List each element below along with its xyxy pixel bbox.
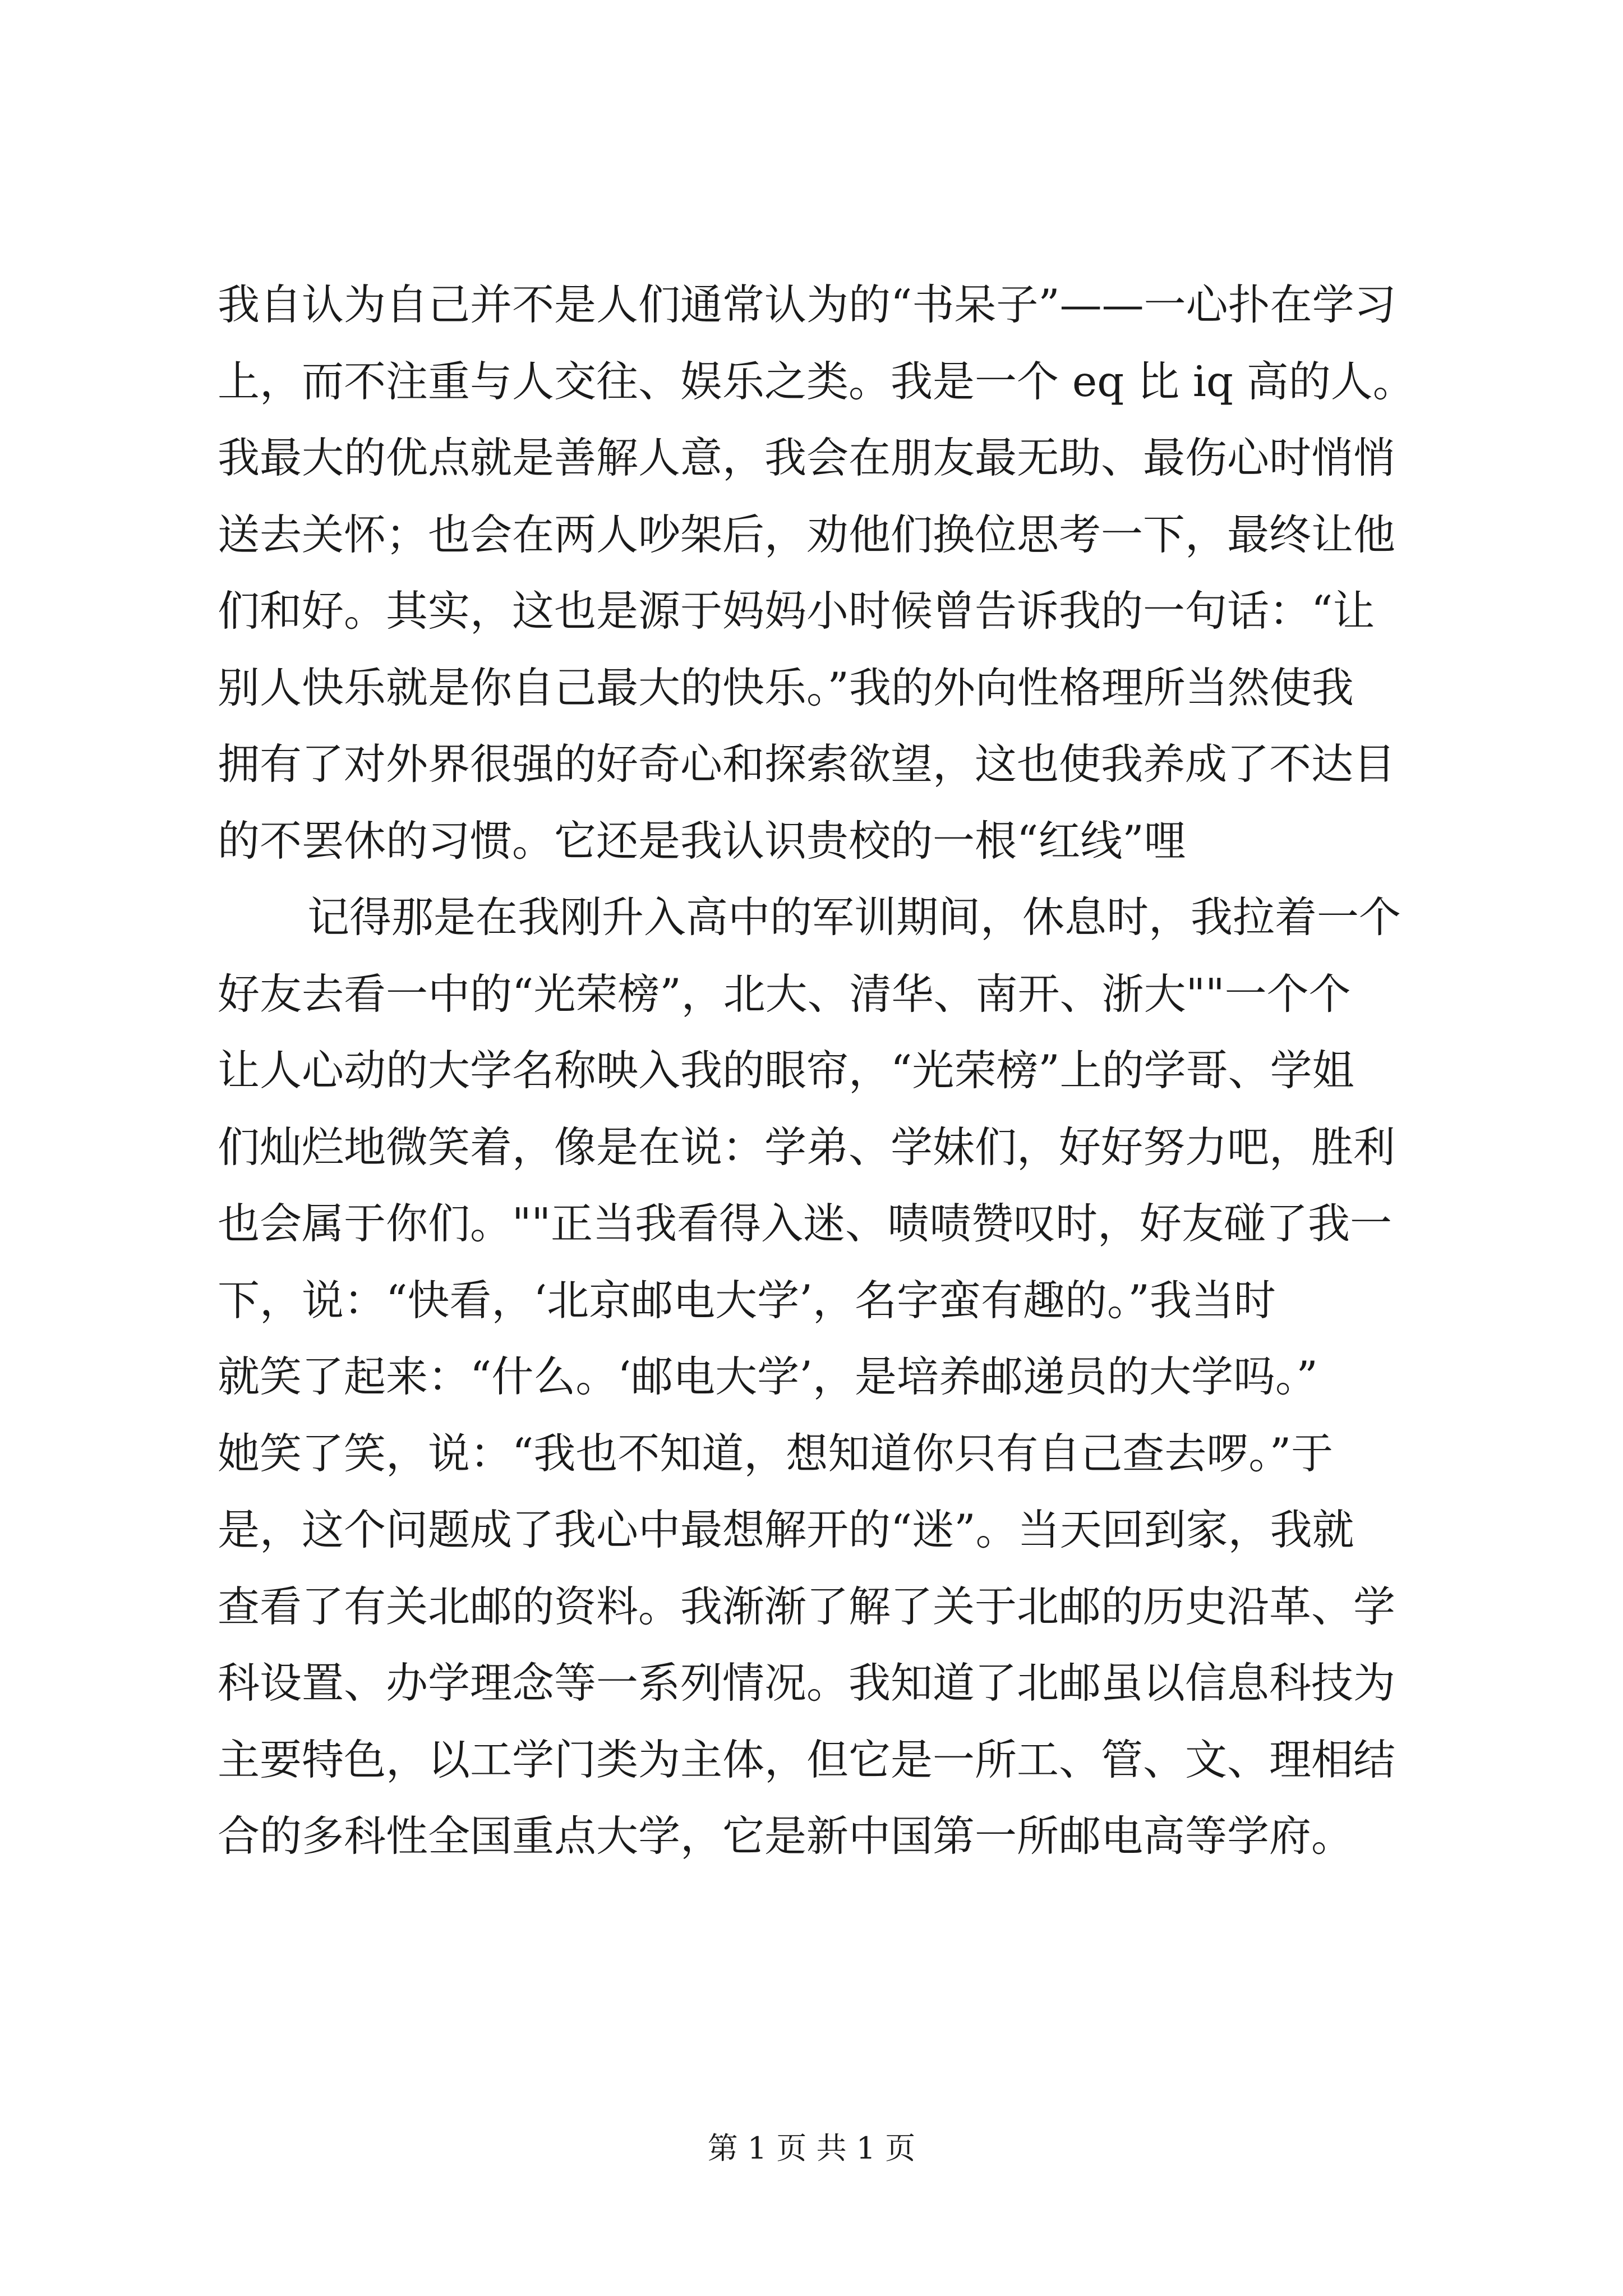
text-line: 让人心动的大学名称映入我的眼帘，“光荣榜”上的学哥、学姐 <box>218 1046 1354 1095</box>
document-body <box>218 266 1418 1875</box>
text-line: 上，而不注重与人交往、娱乐之类。我是一个 eq 比 iq 高的人。 <box>218 356 1415 406</box>
text-line: 合的多科性全国重点大学，它是新中国第一所邮电高等学府。 <box>218 1811 1354 1861</box>
text-line: 送去关怀；也会在两人吵架后，劝他们换位思考一下，最终让他 <box>218 509 1396 559</box>
text-line: 下，说：“快看，‘北京邮电大学’，名字蛮有趣的。”我当时 <box>218 1275 1276 1325</box>
text-line: 好友去看一中的“光荣榜”，北大、清华、南开、浙大""一个个 <box>218 969 1351 1019</box>
text-line: 查看了有关北邮的资料。我渐渐了解了关于北邮的历史沿革、学 <box>218 1581 1396 1631</box>
text-line: 我自认为自己并不是人们通常认为的“书呆子”——一心扑在学习 <box>218 280 1396 329</box>
text-line: 就笑了起来：“什么。‘邮电大学’，是培养邮递员的大学吗。” <box>218 1352 1318 1401</box>
text-line: 拥有了对外界很强的好奇心和探索欲望，这也使我养成了不达目 <box>218 739 1396 789</box>
text-line: 主要特色，以工学门类为主体，但它是一所工、管、文、理相结 <box>218 1734 1396 1784</box>
text-line: 也会属于你们。""正当我看得入迷、啧啧赞叹时，好友碰了我一 <box>218 1199 1392 1248</box>
text-line: 是，这个问题成了我心中最想解开的“迷”。当天回到家，我就 <box>218 1505 1354 1554</box>
text-line: 们灿烂地微笑着，像是在说：学弟、学妹们，好好努力吧，胜利 <box>218 1122 1396 1172</box>
text-line: 别人快乐就是你自己最大的快乐。”我的外向性格理所当然使我 <box>218 662 1354 712</box>
page-number-label: 第 1 页 共 1 页 <box>707 2131 916 2166</box>
text-line: 我最大的优点就是善解人意，我会在朋友最无助、最伤心时悄悄 <box>218 433 1396 482</box>
text-line: 们和好。其实，这也是源于妈妈小时候曾告诉我的一句话：“让 <box>218 586 1375 636</box>
text-line: 她笑了笑，说：“我也不知道，想知道你只有自己查去啰。”于 <box>218 1428 1334 1478</box>
text-line: 科设置、办学理念等一系列情况。我知道了北邮虽以信息科技为 <box>218 1658 1396 1708</box>
text-line: 记得那是在我刚升入高中的军训期间，休息时，我拉着一个 <box>307 892 1401 942</box>
text-line: 的不罢休的习惯。它还是我认识贵校的一根“红线”哩 <box>218 816 1186 866</box>
page-footer <box>0 2126 1623 2171</box>
